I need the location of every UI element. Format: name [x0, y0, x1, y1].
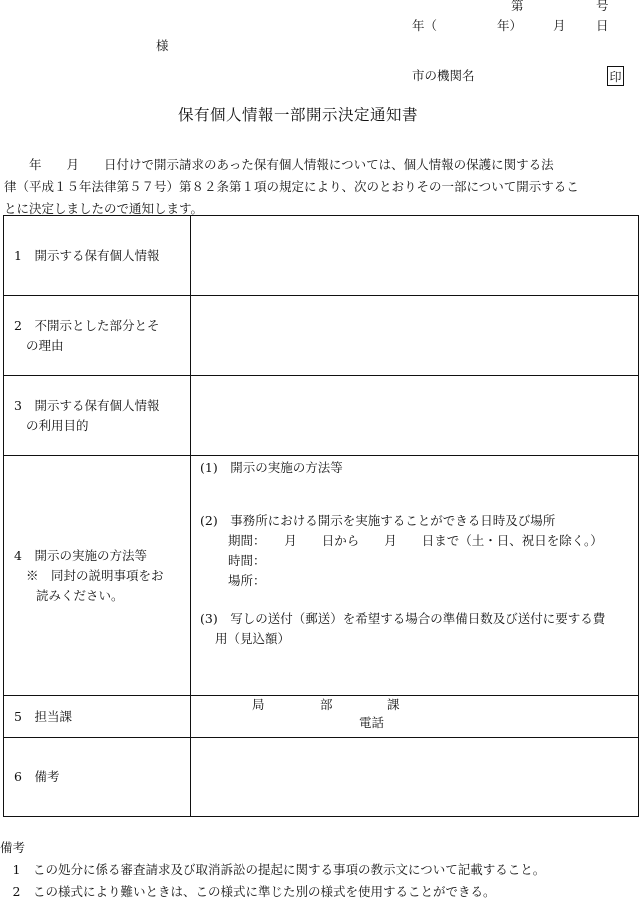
- label-line: 6 備考: [14, 769, 60, 784]
- label-line: 4 開示の実施の方法等: [14, 547, 147, 563]
- section-kyoku: 局: [252, 697, 265, 712]
- notes-heading: 備考: [0, 840, 26, 855]
- row-value-method[interactable]: [191, 456, 639, 696]
- table-row: [4, 216, 639, 296]
- notes-item-1: 1 この処分に係る審査請求及び取消訴訟の提起に関する事項の教示文について記載すること。: [0, 862, 546, 877]
- date-year-open: 年（: [412, 18, 438, 33]
- table-row: [4, 696, 639, 738]
- table-row: [4, 738, 639, 817]
- section-phone: 電話: [359, 715, 385, 730]
- row-label-remarks: [4, 738, 191, 817]
- section-bu: 部: [320, 697, 333, 712]
- method-place: 場所：: [228, 573, 266, 588]
- document-title: 保有個人情報一部開示決定通知書: [178, 106, 419, 124]
- label-line: 3 開示する保有個人情報: [14, 397, 160, 413]
- row-value-nondisclosure[interactable]: [191, 296, 639, 376]
- row-value-section[interactable]: [191, 696, 639, 738]
- row-value-info[interactable]: [191, 216, 639, 296]
- agency-name: 市の機関名: [412, 68, 475, 83]
- method-period: 期間： 月 日から 月 日まで（土・日、祝日を除く。）: [228, 533, 603, 548]
- addressee-sama: 様: [156, 38, 169, 53]
- disclosure-table: [3, 215, 639, 817]
- date-year-close: 年）: [497, 18, 523, 33]
- row-label-nondisclosure: [4, 296, 191, 376]
- number-dai: 第: [511, 0, 524, 13]
- notes-section: [0, 837, 545, 903]
- number-go: 号: [596, 0, 609, 13]
- row-label-purpose: [4, 376, 191, 456]
- section-ka: 課: [387, 697, 400, 712]
- row-label-method: [4, 456, 191, 696]
- intro-line-2: 律（平成１５年法律第５７号）第８２条第１項の規定により、次のとおりその一部について開示するこ: [4, 179, 579, 194]
- method-item-3-line-2: 用（見込額）: [215, 631, 291, 646]
- table-row: [4, 376, 639, 456]
- seal-stamp: 印: [607, 66, 624, 86]
- label-line: の利用目的: [26, 417, 89, 433]
- label-line: の理由: [26, 337, 64, 353]
- method-item-2: (2) 事務所における開示を実施することができる日時及び場所: [200, 513, 556, 528]
- label-line: 5 担当課: [14, 708, 72, 724]
- intro-line-3: とに決定しましたので通知します。: [4, 201, 204, 216]
- row-value-remarks[interactable]: [191, 738, 639, 817]
- row-value-purpose[interactable]: [191, 376, 639, 456]
- method-time: 時間：: [228, 553, 266, 568]
- table-row: [4, 296, 639, 376]
- table-row: [4, 456, 639, 696]
- intro-line-1: 年 月 日付けで開示請求のあった保有個人情報については、個人情報の保護に関する法: [4, 157, 554, 172]
- intro-paragraph: [4, 154, 640, 220]
- date-month: 月: [553, 18, 566, 33]
- row-label-info: [4, 216, 191, 296]
- date-day: 日: [596, 18, 609, 33]
- label-line: 2 不開示とした部分とそ: [14, 317, 160, 333]
- method-item-3-line-1: (3) 写しの送付（郵送）を希望する場合の準備日数及び送付に要する費: [200, 611, 606, 626]
- row-label-section: [4, 696, 191, 738]
- label-line: 読みください。: [36, 587, 124, 603]
- label-line: ※ 同封の説明事項をお: [26, 567, 164, 583]
- method-item-1: (1) 開示の実施の方法等: [200, 460, 343, 475]
- label-line: 1 開示する保有個人情報: [14, 247, 160, 263]
- notes-item-2: 2 この様式により難いときは、この様式に準じた別の様式を使用することができる。: [0, 884, 496, 899]
